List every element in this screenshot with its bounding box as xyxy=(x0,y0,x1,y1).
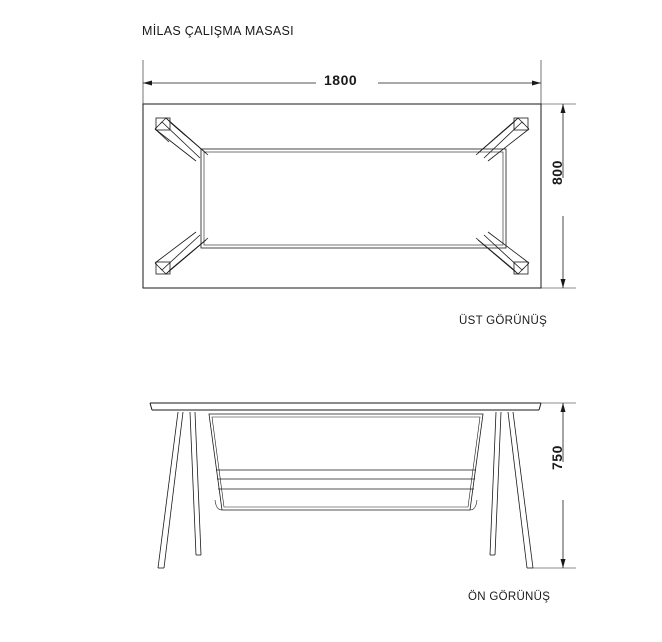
front-view-apron-panel xyxy=(209,414,483,510)
dimension-label-height: 750 xyxy=(549,445,565,470)
dimension-label-width: 1800 xyxy=(324,72,358,88)
top-view-leg-top-left-angle xyxy=(155,123,208,161)
front-view-right-legs xyxy=(490,412,533,568)
front-view-height-dimension-line xyxy=(561,403,566,568)
top-view-leg-bottom-right xyxy=(476,232,529,274)
top-view-depth-dimension-line xyxy=(561,104,566,288)
dimension-label-depth: 800 xyxy=(549,160,565,185)
front-view-height-extension-lines xyxy=(533,403,576,568)
top-view-leg-top-right xyxy=(476,118,529,161)
top-view-leg-top-left xyxy=(155,118,206,158)
top-view-leg-pads xyxy=(156,118,528,274)
top-view-leg-bottom-left xyxy=(155,232,208,274)
front-view-left-legs xyxy=(158,412,201,568)
drawing-title: MİLAS ÇALIŞMA MASASI xyxy=(142,24,294,38)
top-view-depth-extension-lines xyxy=(541,104,576,288)
top-view-tabletop-outline xyxy=(143,104,541,288)
top-view-inner-frame-2 xyxy=(204,152,503,245)
top-view-caption: ÜST GÖRÜNÜŞ xyxy=(459,315,548,327)
top-view-inner-frame xyxy=(201,149,506,248)
front-view-caption: ÖN GÖRÜNÜŞ xyxy=(468,591,551,603)
front-view-tabletop xyxy=(150,403,541,410)
